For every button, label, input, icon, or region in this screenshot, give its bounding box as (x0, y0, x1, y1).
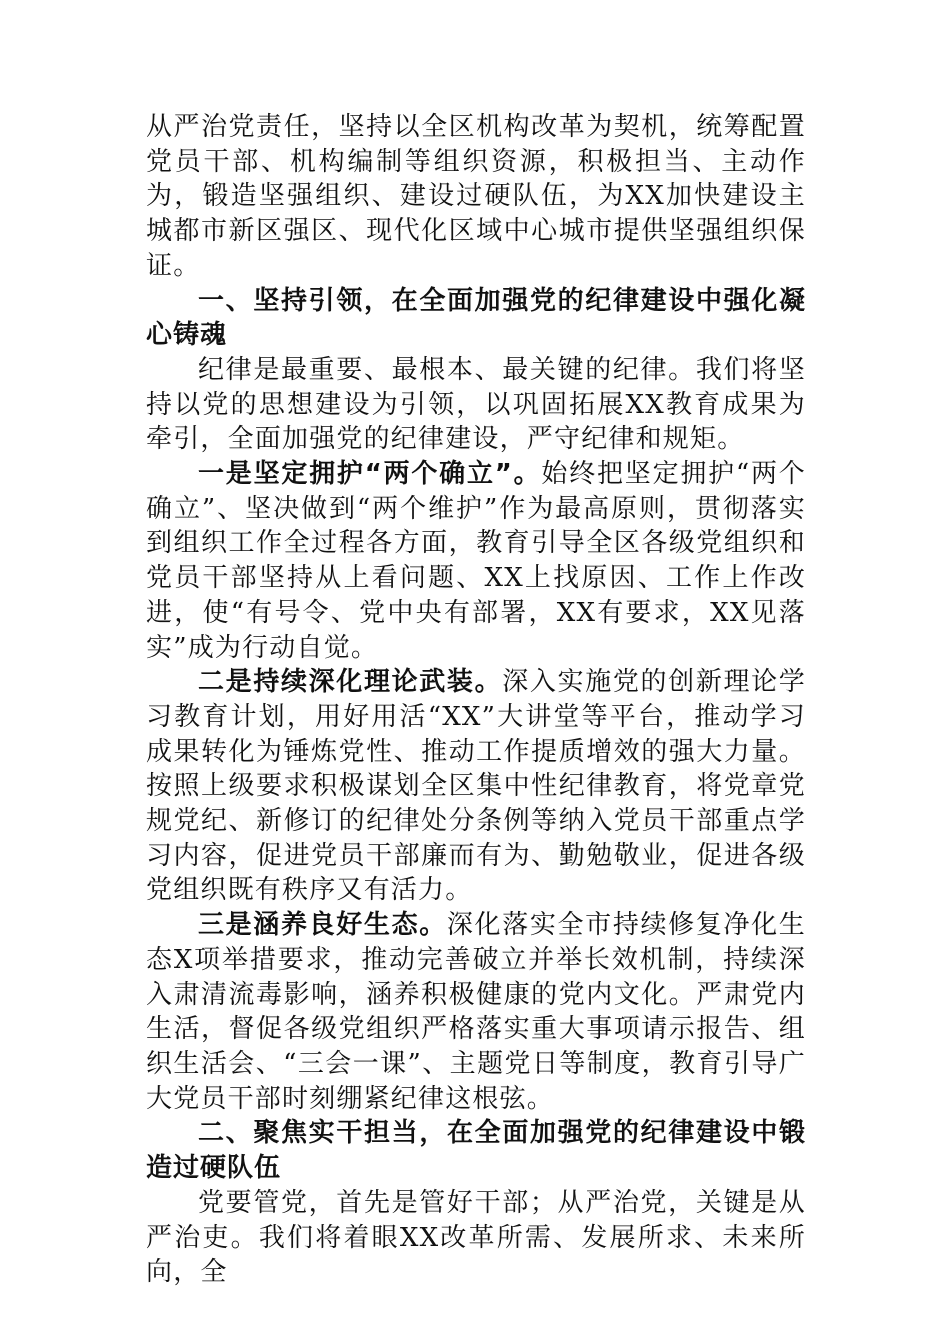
section-heading (146, 1116, 806, 1185)
paragraph-lead: 二是持续深化理论武装。 (198, 667, 503, 698)
paragraph-text: 始终把坚定拥护“两个确立”、坚决做到“两个维护”作为最高原则，贯彻落实到组织工作全过程各方面，教育引导全区各级党组织和党员干部坚持从上看问题、XX上找原因、工作上作改进，使“有号令、党中央有部署，XX有要求，XX见落实”成为行动自觉。 (146, 459, 807, 663)
body-paragraph (146, 908, 806, 1116)
document-page (146, 110, 806, 1290)
paragraph-text: 深化落实全市持续修复净化生态X项举措要求，推动完善破立并举长效机制，持续深入肃清流毒影响，涵养积极健康的党内文化。严肃党内生活，督促各级党组织严格落实重大事项请示报告、组织生活会、“三会一课”、主题党日等制度，教育引导广大党员干部时刻绷紧纪律这根弦。 (146, 910, 806, 1114)
body-paragraph (146, 110, 806, 284)
body-paragraph (146, 457, 806, 665)
paragraph-text: 党要管党，首先是管好干部；从严治党，关键是从严治吏。我们将着眼XX改革所需、发展所求、未来所向，全 (146, 1187, 806, 1288)
body-paragraph (146, 665, 806, 908)
heading-text: 二、聚焦实干担当，在全面加强党的纪律建设中锻造过硬队伍 (146, 1118, 806, 1184)
body-paragraph (146, 353, 806, 457)
paragraph-text: 纪律是最重要、最根本、最关键的纪律。我们将坚持以党的思想建设为引领，以巩固拓展XX教育成果为牵引，全面加强党的纪律建设，严守纪律和规矩。 (146, 354, 806, 455)
paragraph-lead: 一是坚定拥护“两个确立”。 (198, 459, 542, 490)
heading-text: 一、坚持引领，在全面加强党的纪律建设中强化凝心铸魂 (146, 285, 806, 351)
paragraph-text: 从严治党责任，坚持以全区机构改革为契机，统筹配置党员干部、机构编制等组织资源，积极担当、主动作为，锻造坚强组织、建设过硬队伍，为XX加快建设主城都市新区强区、现代化区域中心城市提供坚强组织保证。 (146, 112, 806, 281)
paragraph-lead: 三是涵养良好生态。 (198, 910, 447, 941)
paragraph-text: 深入实施党的创新理论学习教育计划，用好用活“XX”大讲堂等平台，推动学习成果转化为锤炼党性、推动工作提质增效的强大力量。按照上级要求积极谋划全区集中性纪律教育，将党章党规党纪、新修订的纪律处分条例等纳入党员干部重点学习内容，促进党员干部廉而有为、勤勉敬业，促进各级党组织既有秩序又有活力。 (146, 667, 807, 906)
section-heading (146, 284, 806, 353)
body-paragraph (146, 1186, 806, 1290)
